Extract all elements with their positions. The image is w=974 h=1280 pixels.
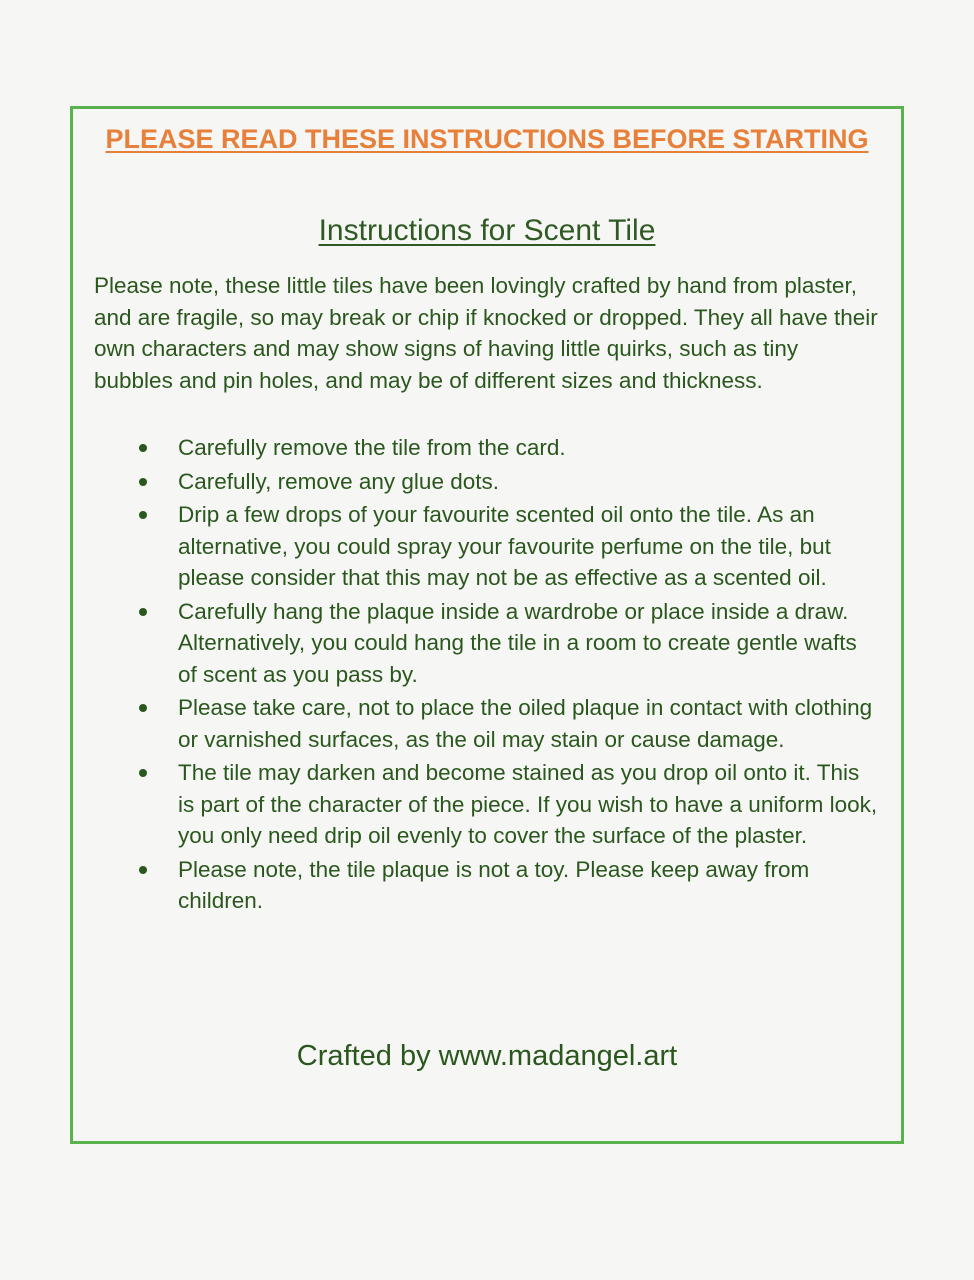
list-item-text: Please take care, not to place the oiled plaque in contact with clothing or varnished surfaces, as the oil may stain or cause damage. <box>178 695 873 752</box>
list-item-text: Drip a few drops of your favourite scented oil onto the tile. As an alternative, you could spray your favourite perfume on the tile, but please consider that this may not be as effective as a scented oil. <box>178 502 831 590</box>
warning-heading: PLEASE READ THESE INSTRUCTIONS BEFORE STARTING <box>105 124 869 154</box>
list-item <box>178 499 881 594</box>
bullet-icon <box>139 608 147 616</box>
bullet-icon <box>139 704 147 712</box>
list-item-text: Carefully hang the plaque inside a wardrobe or place inside a draw. Alternatively, you could hang the tile in a room to create gentle wafts of scent as you pass by. <box>178 598 857 687</box>
bullet-icon <box>139 866 147 874</box>
list-item-text: Please note, the tile plaque is not a toy. Please keep away from children. <box>178 856 810 913</box>
bullet-icon <box>139 511 147 519</box>
list-item <box>178 692 881 755</box>
instruction-card <box>70 106 904 1144</box>
instruction-list <box>178 432 881 919</box>
list-item <box>178 757 881 852</box>
intro-paragraph: Please note, these little tiles have been lovingly crafted by hand from plaster, and are fragile, so may break or chip if knocked or dropped. They all have their own characters and may show signs of having little quirks, such as tiny bubbles and pin holes, and may be of different sizes and thickness. <box>94 273 878 393</box>
list-item-text: The tile may darken and become stained as you drop oil onto it. This is part of the character of the piece. If you wish to have a uniform look, you only need drip oil evenly to cover the surface of the plaster. <box>178 760 878 848</box>
list-item <box>178 466 881 498</box>
list-item-text: Carefully, remove any glue dots. <box>178 468 499 494</box>
footer-credit: Crafted by www.madangel.art <box>296 1040 678 1072</box>
list-item <box>178 432 881 464</box>
list-item <box>178 854 881 917</box>
bullet-icon <box>139 478 147 486</box>
list-item-text: Carefully remove the tile from the card. <box>178 435 566 460</box>
bullet-icon <box>139 769 147 777</box>
list-item <box>178 596 881 691</box>
bullet-icon <box>139 444 147 452</box>
page-title: Instructions for Scent Tile <box>318 214 656 247</box>
